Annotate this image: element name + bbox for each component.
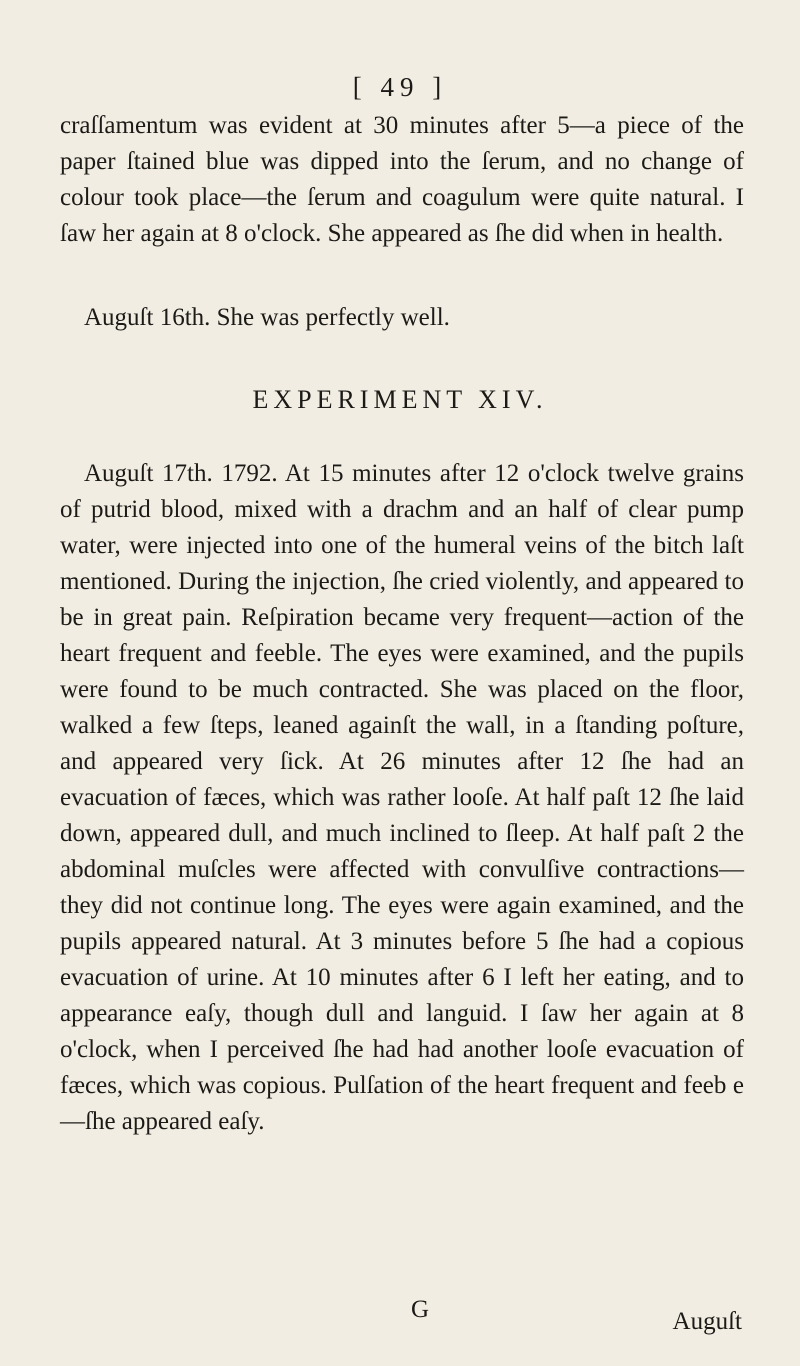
signature-mark: G — [411, 1296, 430, 1323]
paragraph-experiment — [60, 456, 744, 1140]
catchword: Auguſt — [672, 1308, 742, 1335]
paragraph-text: Auguſt 16th. She was perfectly well. — [84, 304, 450, 331]
experiment-heading: EXPERIMENT XIV. — [252, 385, 548, 414]
page-number: [ 49 ] — [352, 72, 448, 102]
paragraph-text: Auguſt 17th. 1792. At 15 minutes after 12 o'clock twelve grains of putrid blood, mixed with a drachm and an half of clear pump water, were injected into one of the humeral veins of the bitch laſt mentioned. During the injection, ſhe cried violently, and appeared to be in great pain. Reſpiration became very frequent—action of the heart frequent and feeble. The eyes were examined, and the pupils were found to be much contracted. She was placed on the floor, walked a few ſteps, leaned againſt the wall, in a ſtanding poſture, and appeared very ſick. At 26 minutes after 12 ſhe had an evacuation of fæces, which was rather looſe. At half paſt 12 ſhe laid down, appeared dull, and much inclined to ſleep. At half paſt 2 the abdominal muſcles were affected with convulſive contractions—they did not continue long. The eyes were again examined, and the pupils appeared natural. At 3 minutes before 5 ſhe had a copious evacuation of urine. At 10 minutes after 6 I left her eating, and to appearance eaſy, though dull and languid. I ſaw her again at 8 o'clock, when I perceived ſhe had had another looſe evacuation of fæces, which was copious. Pulſation of the heart frequent and feeb e—ſhe appeared eaſy. — [60, 460, 744, 1135]
paragraph-text: craſſamentum was evident at 30 minutes after 5—a piece of the paper ſtained blue was dipped into the ſerum, and no change of colour took place—the ſerum and coagulum were quite natural. I ſaw her again at 8 o'clock. She appeared as ſhe did when in health. — [60, 112, 744, 247]
paragraph-continued — [60, 108, 744, 252]
page-footer — [0, 1296, 800, 1336]
paragraph-august-16 — [60, 300, 744, 336]
